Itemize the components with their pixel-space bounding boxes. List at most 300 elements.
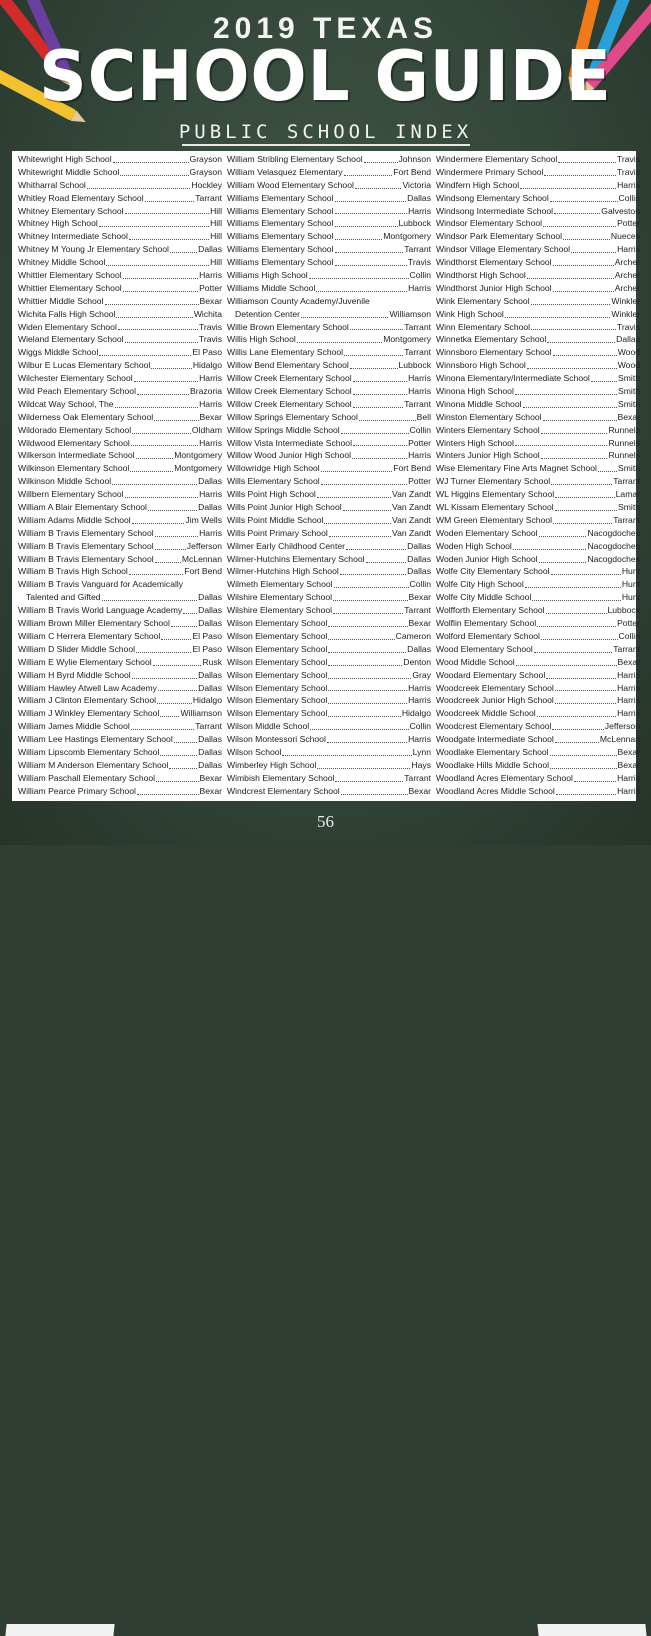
school-name: William B Travis High School — [18, 566, 128, 577]
dot-leader — [136, 458, 174, 459]
county-name: Harris — [408, 695, 431, 706]
index-entry — [227, 166, 431, 179]
index-entry — [436, 372, 640, 385]
school-name: William James Middle School — [18, 721, 130, 732]
index-entry — [227, 424, 431, 437]
index-entry — [227, 759, 431, 772]
index-entry — [18, 553, 222, 566]
dot-leader — [321, 484, 407, 485]
school-name: Talented and Gifted — [26, 592, 101, 603]
dot-leader — [160, 755, 197, 756]
index-entry — [436, 707, 640, 720]
county-name: Van Zandt — [391, 489, 431, 500]
county-name: Hockley — [191, 179, 222, 190]
school-name: WL Kissam Elementary School — [436, 502, 554, 513]
dot-leader — [102, 600, 198, 601]
index-entry — [18, 669, 222, 682]
dot-leader — [335, 226, 398, 227]
index-entry — [436, 230, 640, 243]
county-name: Nacogdoches — [587, 553, 640, 564]
dot-leader — [340, 574, 406, 575]
index-entry — [18, 230, 222, 243]
school-name: Detention Center — [235, 308, 300, 319]
index-entry — [436, 333, 640, 346]
school-name: Wolford Elementary School — [436, 630, 540, 641]
county-name: Dallas — [407, 553, 431, 564]
county-name: Williamson — [389, 308, 431, 319]
dot-leader — [353, 445, 407, 446]
dot-leader — [282, 755, 411, 756]
county-name: McLennan — [599, 734, 640, 745]
dot-leader — [99, 355, 191, 356]
dot-leader — [174, 742, 197, 743]
county-name: Potter — [617, 618, 640, 629]
school-name: Whitley Road Elementary School — [18, 192, 144, 203]
dot-leader — [335, 213, 408, 214]
index-entry — [436, 359, 640, 372]
county-name: Runnels — [608, 450, 640, 461]
dot-leader — [598, 471, 617, 472]
dot-leader — [350, 368, 398, 369]
index-entry — [227, 772, 431, 785]
county-name: Lynn — [412, 746, 431, 757]
school-name: Wolfe City Elementary School — [436, 566, 550, 577]
index-entry — [436, 733, 640, 746]
index-entry — [436, 475, 640, 488]
county-name: Harris — [617, 179, 640, 190]
index-entry — [18, 462, 222, 475]
dot-leader — [155, 536, 198, 537]
index-entry — [227, 449, 431, 462]
school-name: William B Travis Elementary School — [18, 553, 154, 564]
school-name: Williams Middle School — [227, 282, 316, 293]
county-name: Johnson — [398, 153, 431, 164]
dot-leader — [546, 613, 607, 614]
dot-leader — [317, 768, 410, 769]
school-index-panel — [12, 151, 640, 801]
school-name: Wildwood Elementary School — [18, 437, 130, 448]
dot-leader — [553, 291, 614, 292]
dot-leader — [328, 678, 411, 679]
school-name: Winona High School — [436, 386, 514, 397]
county-name: Harris — [408, 450, 431, 461]
county-name: Fort Bend — [184, 566, 222, 577]
school-name: Wimbish Elementary School — [227, 772, 335, 783]
county-name: Smith — [618, 398, 640, 409]
index-entry — [227, 346, 431, 359]
school-name: Willow Bend Elementary School — [227, 360, 349, 371]
index-entry — [436, 669, 640, 682]
county-name: Archer — [614, 257, 640, 268]
county-name: Lubbock — [398, 360, 431, 371]
index-entry — [436, 462, 640, 475]
school-name: William E Wylie Elementary School — [18, 656, 152, 667]
school-name: Winters Elementary School — [436, 424, 540, 435]
index-entry — [227, 501, 431, 514]
index-title-underline — [182, 144, 470, 146]
index-entry — [227, 656, 431, 669]
school-name: Winston Elementary School — [436, 411, 542, 422]
index-entry — [436, 617, 640, 630]
county-name: Victoria — [402, 179, 431, 190]
school-name: William B Travis Elementary School — [18, 527, 154, 538]
index-entry — [436, 398, 640, 411]
county-name: Runnels — [608, 437, 640, 448]
county-name: Harris — [199, 373, 222, 384]
school-name: Wilson School — [227, 746, 282, 757]
index-entry — [18, 269, 222, 282]
main-title: SCHOOL GUIDE — [39, 36, 612, 117]
school-name: Wilderness Oak Elementary School — [18, 411, 154, 422]
index-entry — [18, 501, 222, 514]
dot-leader — [359, 420, 416, 421]
school-name: Wood Elementary School — [436, 643, 533, 654]
county-name: Dallas — [198, 502, 222, 513]
county-name: Collin — [409, 424, 431, 435]
school-name: Woodcreek Elementary School — [436, 682, 554, 693]
school-name: Willis Lane Elementary School — [227, 347, 344, 358]
school-name: Whitney Elementary School — [18, 205, 124, 216]
index-entry — [227, 566, 431, 579]
county-name: Dallas — [616, 334, 640, 345]
index-entry — [18, 488, 222, 501]
county-name: Smith — [618, 502, 640, 513]
index-entry — [436, 630, 640, 643]
county-name: Bexar — [199, 772, 222, 783]
school-name: Whittier Elementary School — [18, 282, 122, 293]
dot-leader — [505, 317, 611, 318]
school-name: Wills Elementary School — [227, 476, 320, 487]
school-name: Wiggs Middle School — [18, 347, 99, 358]
dot-leader — [106, 265, 209, 266]
page-header — [0, 0, 651, 150]
school-name: Wildorado Elementary School — [18, 424, 132, 435]
county-name: Dallas — [407, 643, 431, 654]
index-entry — [18, 243, 222, 256]
dot-leader — [161, 639, 191, 640]
county-name: Harris — [617, 772, 640, 783]
school-name: Whitney Middle School — [18, 257, 106, 268]
school-name: Windsor Village Elementary School — [436, 244, 571, 255]
index-entry — [227, 746, 431, 759]
county-name: Harris — [408, 386, 431, 397]
dot-leader — [550, 201, 618, 202]
dot-leader — [155, 549, 186, 550]
county-name: Wood — [617, 347, 640, 358]
county-name: Harris — [617, 785, 640, 796]
county-name: Bexar — [408, 592, 431, 603]
dot-leader — [328, 639, 394, 640]
county-name: Bexar — [408, 618, 431, 629]
county-name: Collin — [409, 270, 431, 280]
school-name: Woden Elementary School — [436, 527, 538, 538]
index-column-3 — [436, 153, 640, 798]
dot-leader — [555, 510, 617, 511]
page-number: 56 — [317, 812, 334, 831]
school-name: Willow Springs Elementary School — [227, 411, 358, 422]
school-name: Windsor Elementary School — [436, 218, 543, 229]
school-name: WM Green Elementary School — [436, 514, 553, 525]
school-name: Woodcreek Junior High School — [436, 695, 554, 706]
school-name: Winn Elementary School — [436, 321, 531, 332]
school-name: William J Winkley Elementary School — [18, 708, 160, 719]
index-entry — [18, 217, 222, 230]
index-entry — [227, 733, 431, 746]
index-entry — [18, 591, 222, 604]
dot-leader — [341, 433, 409, 434]
dot-leader — [544, 175, 615, 176]
index-entry — [18, 656, 222, 669]
dot-leader — [153, 665, 202, 666]
school-name: Wilkerson Intermediate School — [18, 450, 135, 461]
index-entry — [436, 604, 640, 617]
dot-leader — [301, 317, 388, 318]
county-name: Dallas — [198, 734, 222, 745]
school-name: Woodland Acres Middle School — [436, 785, 555, 796]
index-entry — [18, 475, 222, 488]
school-name: Willow Creek Elementary School — [227, 373, 352, 384]
dot-leader — [137, 394, 189, 395]
dot-leader — [155, 562, 181, 563]
chalk-stick-left — [5, 1624, 114, 1636]
dot-leader — [335, 239, 383, 240]
dot-leader — [539, 562, 587, 563]
dot-leader — [550, 768, 617, 769]
dot-leader — [170, 252, 197, 253]
dot-leader — [520, 188, 616, 189]
dot-leader — [531, 329, 616, 330]
county-name: Hidalgo — [401, 708, 431, 719]
county-name: Bexar — [199, 411, 222, 422]
county-name: Fort Bend — [393, 463, 431, 474]
index-entry — [436, 785, 640, 798]
school-name: Wilbur E Lucas Elementary School — [18, 360, 151, 371]
school-name: Williams Elementary School — [227, 218, 334, 229]
dot-leader — [309, 278, 409, 279]
school-name: Windthorst Junior High School — [436, 282, 552, 293]
index-entry — [18, 346, 222, 359]
dot-leader — [125, 342, 198, 343]
school-name: Woodard Elementary School — [436, 669, 546, 680]
county-name: Bexar — [199, 295, 222, 306]
index-entry — [436, 282, 640, 295]
index-entry — [436, 772, 640, 785]
index-entry — [436, 514, 640, 527]
index-entry — [18, 527, 222, 540]
index-entry — [18, 385, 222, 398]
index-entry — [227, 604, 431, 617]
index-entry — [227, 359, 431, 372]
dot-leader — [353, 394, 407, 395]
index-entry — [18, 166, 222, 179]
school-name: Wilchester Elementary School — [18, 373, 133, 384]
school-name: Wilson Elementary School — [227, 669, 328, 680]
county-name: Travis — [616, 153, 640, 164]
school-name: Wilshire Elementary School — [227, 605, 333, 616]
school-name: WL Higgins Elementary School — [436, 489, 555, 500]
school-name: William J Clinton Elementary School — [18, 695, 157, 706]
index-entry — [227, 385, 431, 398]
school-name: William Stribling Elementary School — [227, 153, 363, 164]
school-name: William Velasquez Elementary — [227, 166, 343, 177]
school-name: William Lee Hastings Elementary School — [18, 734, 173, 745]
index-entry — [227, 682, 431, 695]
dot-leader — [134, 381, 198, 382]
county-name: Collin — [409, 721, 431, 732]
dot-leader — [532, 600, 620, 601]
index-entry — [227, 540, 431, 553]
school-name: William Hawley Atwell Law Academy — [18, 682, 157, 693]
dot-leader — [327, 742, 407, 743]
school-name: Wieland Elementary School — [18, 334, 124, 345]
index-entry — [227, 398, 431, 411]
dot-leader — [537, 716, 616, 717]
county-name: Dallas — [407, 566, 431, 577]
index-entry — [18, 540, 222, 553]
dot-leader — [341, 794, 408, 795]
school-name: Wilson Elementary School — [227, 643, 328, 654]
school-name: Woodland Acres Elementary School — [436, 772, 573, 783]
county-name: Fort Bend — [393, 166, 431, 177]
index-entry — [436, 694, 640, 707]
county-name: Archer — [614, 282, 640, 293]
index-entry — [227, 591, 431, 604]
school-name: Whitewright High School — [18, 153, 112, 164]
county-name: Dallas — [198, 682, 222, 693]
dot-leader — [551, 574, 621, 575]
county-name: Montgomery — [383, 334, 431, 345]
county-name: Tarrant — [404, 772, 431, 783]
dot-leader — [316, 291, 407, 292]
index-entry — [18, 192, 222, 205]
school-name: Wilkinson Middle School — [18, 476, 112, 487]
index-entry — [18, 617, 222, 630]
county-name: Harris — [617, 695, 640, 706]
index-entry — [436, 321, 640, 334]
county-name: Hidalgo — [192, 360, 222, 371]
school-name: Windermere Elementary School — [436, 153, 558, 164]
school-name: Williams Elementary School — [227, 192, 334, 203]
county-name: Tarrant — [613, 476, 640, 487]
dot-leader — [555, 742, 599, 743]
index-entry — [436, 346, 640, 359]
county-name: Bexar — [617, 746, 640, 757]
county-name: Hunt — [621, 592, 640, 603]
school-name: Wilson Middle School — [227, 721, 310, 732]
county-name: Collin — [618, 192, 640, 203]
dot-leader — [148, 510, 197, 511]
dot-leader — [120, 175, 188, 176]
dot-leader — [334, 587, 409, 588]
county-name: Runnels — [608, 424, 640, 435]
school-name: William Adams Middle School — [18, 514, 131, 525]
school-name: Wilkinson Elementary School — [18, 463, 130, 474]
dot-leader — [129, 574, 183, 575]
school-name: Whitney Intermediate School — [18, 231, 128, 242]
school-name: Willow Vista Intermediate School — [227, 437, 352, 448]
county-name: Bexar — [617, 656, 640, 667]
county-name: El Paso — [192, 347, 222, 358]
county-name: McLennan — [181, 553, 222, 564]
school-name: Whittier Middle School — [18, 295, 104, 306]
dot-leader — [516, 665, 617, 666]
dot-leader — [87, 188, 191, 189]
index-entry — [436, 682, 640, 695]
dot-leader — [571, 252, 616, 253]
county-name: Tarrant — [195, 192, 222, 203]
school-name: Willow Springs Middle School — [227, 424, 340, 435]
county-name: Nacogdoches — [587, 540, 640, 551]
school-name: Winnsboro Elementary School — [436, 347, 552, 358]
school-name: Willow Wood Junior High School — [227, 450, 352, 461]
dot-leader — [169, 768, 197, 769]
school-name: Wilson Montessori School — [227, 734, 326, 745]
index-entry — [18, 333, 222, 346]
county-name: Potter — [408, 437, 431, 448]
index-entry — [18, 772, 222, 785]
county-name: Dallas — [198, 476, 222, 487]
dot-leader — [527, 368, 617, 369]
dot-leader — [546, 678, 616, 679]
dot-leader — [328, 652, 406, 653]
county-name: Bexar — [617, 411, 640, 422]
dot-leader — [554, 213, 600, 214]
index-entry — [227, 617, 431, 630]
dot-leader — [344, 175, 393, 176]
dot-leader — [553, 265, 614, 266]
index-entry — [18, 449, 222, 462]
county-name: Grayson — [189, 153, 222, 164]
index-entry — [18, 733, 222, 746]
school-name: Woden Junior High School — [436, 553, 538, 564]
dot-leader — [353, 381, 407, 382]
county-name: Hill — [210, 205, 222, 216]
county-name: Bexar — [617, 759, 640, 770]
school-name: Whittier Elementary School — [18, 270, 122, 280]
index-entry — [227, 488, 431, 501]
dot-leader — [515, 445, 608, 446]
dot-leader — [541, 458, 608, 459]
dot-leader — [151, 368, 192, 369]
dot-leader — [355, 188, 402, 189]
school-name: Wilson Elementary School — [227, 708, 328, 719]
county-name: El Paso — [192, 630, 222, 641]
index-entry — [436, 720, 640, 733]
dot-leader — [105, 304, 199, 305]
county-name: El Paso — [192, 643, 222, 654]
school-name: Wink High School — [436, 308, 504, 319]
dot-leader — [335, 265, 407, 266]
index-entry — [436, 643, 640, 656]
index-entry — [436, 540, 640, 553]
dot-leader — [539, 536, 587, 537]
dot-leader — [343, 510, 391, 511]
index-entry — [18, 359, 222, 372]
dot-leader — [335, 781, 403, 782]
school-name: Windthorst High School — [436, 270, 526, 280]
county-name: Potter — [199, 282, 222, 293]
chalk-stick-right — [537, 1624, 646, 1636]
index-entry — [436, 578, 640, 591]
index-column-1 — [18, 153, 222, 798]
school-name: Windcrest Elementary School — [227, 785, 340, 796]
dot-leader — [550, 755, 617, 756]
county-name: Jim Wells — [185, 514, 222, 525]
county-name: Hunt — [621, 579, 640, 590]
county-name: Nueces — [610, 231, 640, 242]
county-name: Montgomery — [383, 231, 431, 242]
index-entry — [436, 449, 640, 462]
